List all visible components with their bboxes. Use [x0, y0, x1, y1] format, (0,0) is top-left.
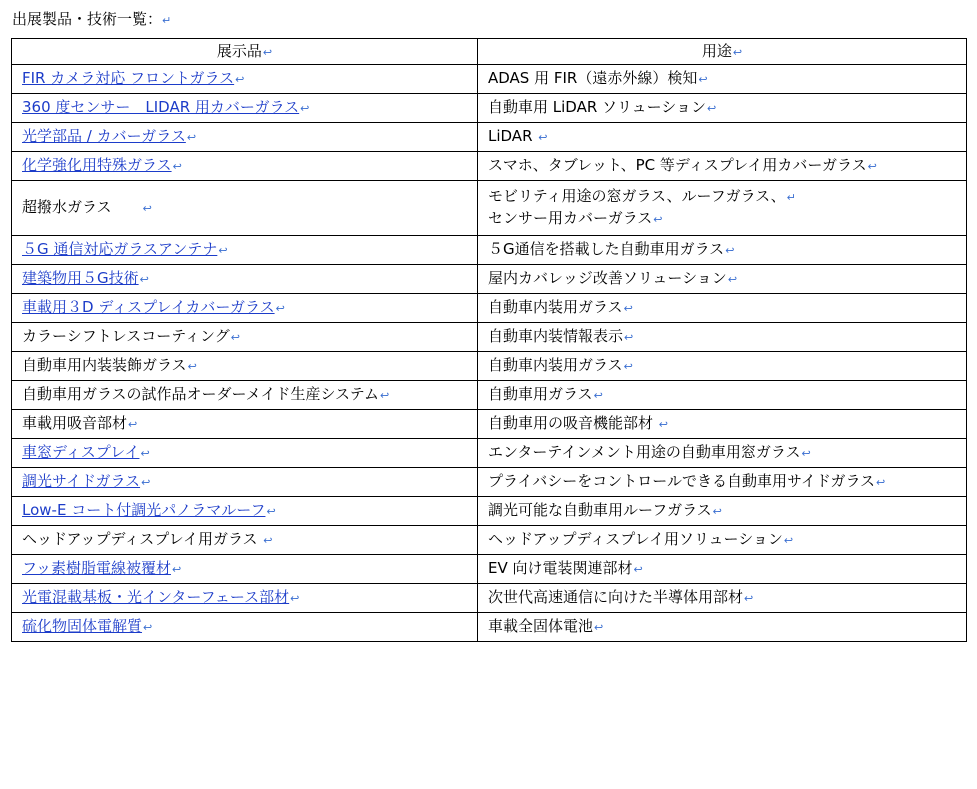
use-text: ５G通信を搭載した自動車用ガラス	[488, 240, 725, 258]
use-text: 屋内カバレッジ改善ソリューション	[488, 269, 727, 287]
cell-end-mark: ↩	[698, 73, 708, 86]
product-link[interactable]: 360 度センサー LIDAR 用カバーガラス	[22, 98, 300, 116]
product-cell[interactable]	[12, 65, 478, 94]
product-cell	[12, 352, 478, 381]
cell-end-mark: ↩	[633, 563, 643, 576]
use-text: 次世代高速通信に向けた半導体用部材	[488, 588, 744, 606]
cell-end-mark: ↩	[744, 592, 754, 605]
cell-end-mark: ↩	[141, 476, 151, 489]
cell-end-mark: ↩	[623, 360, 633, 373]
use-text: プライバシーをコントロールできる自動車用サイドガラス	[488, 472, 876, 490]
cell-end-mark: ↩	[727, 273, 738, 286]
product-cell[interactable]	[12, 236, 478, 265]
product-cell	[12, 410, 478, 439]
product-cell	[12, 181, 478, 236]
product-link[interactable]: 車窓ディスプレイ	[22, 443, 140, 461]
cell-end-mark: ↩	[653, 213, 663, 226]
table-row	[12, 381, 967, 410]
product-link[interactable]: 建築物用５G技術	[22, 269, 139, 287]
product-cell[interactable]	[12, 584, 478, 613]
product-cell[interactable]	[12, 468, 478, 497]
product-link[interactable]: Low-E コート付調光パノラマルーフ	[22, 501, 266, 519]
table-row	[12, 94, 967, 123]
use-cell	[478, 265, 967, 294]
table-row	[12, 323, 967, 352]
product-link[interactable]: 硫化物固体電解質	[22, 617, 143, 635]
table-row	[12, 294, 967, 323]
cell-end-mark: ↩	[593, 389, 603, 402]
product-cell	[12, 526, 478, 555]
cell-end-mark: ↩	[712, 505, 722, 518]
cell-end-mark: ↩	[801, 447, 811, 460]
product-cell[interactable]	[12, 613, 478, 642]
cell-end-mark: ↩	[623, 302, 633, 315]
cell-end-mark: ↩	[783, 534, 794, 547]
use-text-line2: センサー用カバーガラス	[488, 209, 653, 227]
use-text: 自動車内装用ガラス	[488, 356, 623, 374]
product-cell[interactable]	[12, 555, 478, 584]
use-cell	[478, 613, 967, 642]
use-cell	[478, 181, 967, 236]
line-break-mark: ↵	[786, 191, 796, 204]
use-text: スマホ、タブレット、PC 等ディスプレイ用カバーガラス	[488, 156, 867, 174]
use-cell	[478, 352, 967, 381]
cell-end-mark: ↩	[725, 244, 735, 257]
cell-end-mark: ↩	[139, 273, 149, 286]
product-cell[interactable]	[12, 94, 478, 123]
table-row	[12, 65, 967, 94]
use-text: 自動車用ガラス	[488, 385, 593, 403]
use-text: 自動車内装情報表示	[488, 327, 624, 345]
cell-end-mark: ↩	[128, 418, 138, 431]
table-row	[12, 526, 967, 555]
table-row	[12, 468, 967, 497]
use-cell	[478, 94, 967, 123]
cell-end-mark: ↩	[235, 73, 245, 86]
table-row	[12, 352, 967, 381]
heading-text: 出展製品・技術一覧：	[12, 10, 163, 28]
cell-end-mark: ↩	[142, 202, 152, 215]
cell-end-mark: ↩	[266, 505, 276, 518]
cell-end-mark: ↩	[624, 331, 634, 344]
product-name: カラーシフトレスコーティング	[22, 327, 230, 345]
cell-end-mark: ↩	[187, 360, 197, 373]
use-cell	[478, 526, 967, 555]
product-cell	[12, 381, 478, 410]
product-name: 自動車用内装装飾ガラス	[22, 356, 187, 374]
table-row	[12, 584, 967, 613]
cell-end-mark: ↩	[290, 592, 300, 605]
cell-end-mark: ↩	[230, 331, 240, 344]
cell-end-mark: ↩	[186, 131, 197, 144]
use-cell	[478, 410, 967, 439]
cell-end-mark: ↩	[172, 160, 182, 173]
use-cell	[478, 152, 967, 181]
product-name: ヘッドアップディスプレイ用ガラス	[22, 530, 263, 548]
use-text: LiDAR	[488, 127, 538, 145]
cell-end-mark: ↩	[218, 244, 228, 257]
product-cell[interactable]	[12, 265, 478, 294]
cell-end-mark: ↩	[594, 621, 604, 634]
use-text: 自動車内装用ガラス	[488, 298, 623, 316]
cell-end-mark: ↩	[538, 131, 548, 144]
use-cell	[478, 323, 967, 352]
use-cell	[478, 439, 967, 468]
product-link[interactable]: 化学強化用特殊ガラス	[22, 156, 172, 174]
cell-end-mark: ↩	[867, 160, 877, 173]
table-row	[12, 439, 967, 468]
table-row	[12, 181, 967, 236]
use-text: 自動車用の吸音機能部材	[488, 414, 658, 432]
use-text: モビリティ用途の窓ガラス、ルーフガラス、	[488, 187, 786, 205]
product-cell[interactable]	[12, 439, 478, 468]
product-name: 自動車用ガラスの試作品オーダーメイド生産システム	[22, 385, 380, 403]
cell-end-mark: ↩	[300, 102, 310, 115]
use-cell	[478, 123, 967, 152]
use-text: 車載全固体電池	[488, 617, 594, 635]
product-link[interactable]: 光学部品 / カバーガラス	[22, 127, 186, 145]
use-cell	[478, 65, 967, 94]
product-link[interactable]: ５G 通信対応ガラスアンテナ	[22, 240, 218, 258]
product-cell[interactable]	[12, 152, 478, 181]
use-cell	[478, 468, 967, 497]
table-row	[12, 613, 967, 642]
product-cell	[12, 323, 478, 352]
product-name: 超撥水ガラス	[22, 198, 142, 216]
product-link[interactable]: 調光サイドガラス	[22, 472, 141, 490]
use-cell	[478, 584, 967, 613]
cell-end-mark: ↩	[658, 418, 668, 431]
cell-end-mark: ↩	[275, 302, 285, 315]
line-break-mark: ↵	[162, 14, 172, 27]
use-text: ADAS 用 FIR（遠赤外線）検知	[488, 69, 698, 87]
use-cell	[478, 497, 967, 526]
use-text: EV 向け電装関連部材	[488, 559, 633, 577]
table-row	[12, 152, 967, 181]
table-row	[12, 236, 967, 265]
product-name: 車載用吸音部材	[22, 414, 128, 432]
use-text: エンターテインメント用途の自動車用窓ガラス	[488, 443, 801, 461]
use-cell	[478, 294, 967, 323]
use-cell	[478, 555, 967, 584]
use-cell	[478, 381, 967, 410]
exhibits-table	[11, 38, 967, 642]
product-link[interactable]: 車載用３D ディスプレイカバーガラス	[22, 298, 275, 316]
product-cell[interactable]	[12, 294, 478, 323]
table-header-row	[12, 39, 967, 65]
cell-end-mark: ↩	[263, 534, 273, 547]
table-row	[12, 410, 967, 439]
use-text: 自動車用 LiDAR ソリューション	[488, 98, 706, 116]
table-row	[12, 497, 967, 526]
column-header-use: 用途↩	[478, 39, 967, 65]
product-cell[interactable]	[12, 497, 478, 526]
cell-end-mark: ↩	[380, 389, 390, 402]
use-text: ヘッドアップディスプレイ用ソリューション	[488, 530, 783, 548]
table-row	[12, 265, 967, 294]
cell-end-mark: ↩	[171, 563, 182, 576]
table-row	[12, 555, 967, 584]
cell-end-mark: ↩	[876, 476, 886, 489]
product-link[interactable]: フッ素樹脂電線被覆材	[22, 559, 171, 577]
use-text: 調光可能な自動車用ルーフガラス	[488, 501, 712, 519]
cell-end-mark: ↩	[140, 447, 150, 460]
product-cell[interactable]	[12, 123, 478, 152]
cell-end-mark: ↩	[143, 621, 153, 634]
page-heading	[12, 8, 171, 32]
use-cell	[478, 236, 967, 265]
cell-end-mark: ↩	[706, 102, 717, 115]
product-link[interactable]: 光電混載基板・光インターフェース部材	[22, 588, 290, 606]
column-header-product: 展示品↩	[12, 39, 478, 65]
table-row	[12, 123, 967, 152]
product-link[interactable]: FIR カメラ対応 フロントガラス	[22, 69, 235, 87]
